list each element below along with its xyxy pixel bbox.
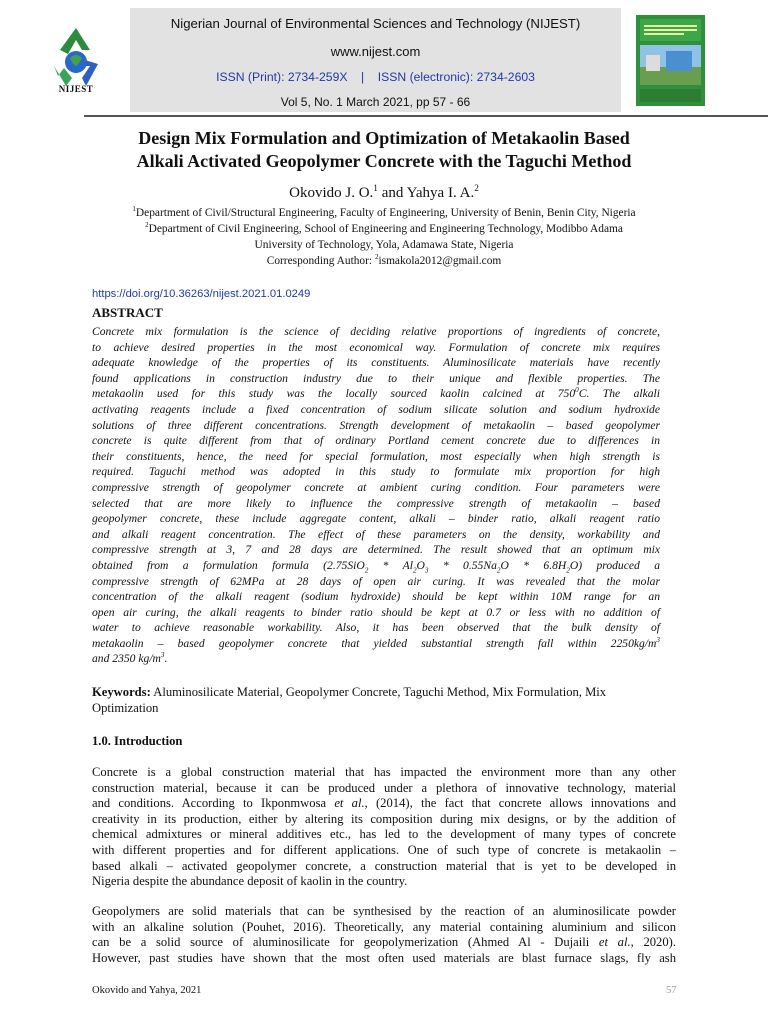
journal-url[interactable]: www.nijest.com (330, 44, 421, 59)
abstract-line (92, 386, 660, 402)
abstract-line: compressive strength of geopolymer concrete at ambient curing condition. Four parameters were (92, 480, 660, 494)
corresponding-email[interactable]: ismakola2012@gmail.com (378, 255, 502, 267)
paragraph-line (92, 796, 676, 812)
abstract-line: required. Taguchi method was adopted in this study to formulate mix proportion for high (92, 465, 660, 479)
abstract-line: to achieve desired properties in the most economical way. Formulation of concrete mix requires (92, 340, 660, 354)
formula-part: O * 6.8H (500, 558, 567, 572)
paragraph-line: with an alkaline solution (Pouhet, 2016). Theoretically, any material containing aluminium and silicon (92, 919, 676, 934)
paragraph-line-tail: (2014), the fact that concrete allows innovations and (367, 796, 676, 811)
abstract-line: their constituents, hence, the need for special formulation, most especially when high strength is (92, 449, 660, 463)
issn-line (130, 70, 621, 84)
corresponding-label: Corresponding Author: (266, 255, 375, 267)
abstract-line: concentration of the alkali reagent (sodium hydroxide) should be kept within 10M range for an (92, 590, 660, 604)
abstract-line: water to achieve reasonable workability. Also, it has been observed that the bulk density of (92, 621, 660, 635)
affiliation-3: University of Technology, Yola, Adamawa State, Nigeria (254, 239, 514, 251)
abstract-line: selected that are more likely to influence the compressive strength of metakaolin – based (92, 496, 660, 510)
abstract-line: and alkali reagent concentration. The effect of these parameters on the density, workability and (92, 527, 660, 541)
journal-name: Nigerian Journal of Environmental Sciences and Technology (NIJEST) (170, 16, 581, 31)
abstract-formula-line (92, 558, 660, 574)
abstract-line: found applications in construction industry due to their unique and flexible properties. The (92, 371, 660, 385)
abstract-line: compressive strength of 62MPa at 28 days of open air curing. It was revealed that the molar (92, 574, 660, 588)
author-2-sup: 2 (474, 184, 479, 194)
corresponding-author (60, 255, 708, 267)
author-1-sup: 1 (373, 184, 378, 194)
issn-separator: | (361, 70, 365, 84)
paragraph-line (92, 935, 676, 951)
title-line-2: Alkali Activated Geopolymer Concrete with the Taguchi Method (136, 151, 632, 171)
abstract-heading: ABSTRACT (92, 305, 163, 320)
issn-print: ISSN (Print): 2734-259X (216, 70, 348, 84)
journal-cover-image (636, 15, 705, 106)
keywords-text: Aluminosilicate Material, Geopolymer Concrete, Taguchi Method, Mix Formulation, Mix Optimization (92, 685, 607, 715)
paragraph-line: However, past studies have shown that the most often used materials are blast furnace slags, fly ash (92, 950, 676, 965)
section-heading-introduction: 1.0. Introduction (92, 734, 183, 748)
keywords (92, 685, 662, 716)
abstract-line: open air curing, the alkali reagents to binder ratio should be kept at 0.7 or less with no addition of (92, 605, 660, 619)
formula-sub: 3 (424, 566, 429, 575)
doi-link[interactable]: https://doi.org/10.36263/nijest.2021.01.0249 (92, 288, 311, 300)
keywords-label: Keywords: (92, 685, 151, 699)
formula-part: * Al (368, 558, 413, 572)
abstract-line: concrete is quite different from that of ordinary Portland cement concrete due to differences in (92, 434, 660, 448)
author-1: Okovido J. O. (289, 185, 374, 201)
paragraph-line: Nigeria despite the abundance deposit of kaolin in the country. (92, 874, 408, 889)
page-number: 57 (666, 985, 677, 996)
affil-2-text: Department of Civil Engineering, School of Engineering and Engineering Technology, Modibbo Adama (148, 223, 623, 235)
unit-sup: 3 (160, 651, 165, 660)
paragraph-line: creativity in its production, either by altering its composition during mix designs, or by the addition of (92, 811, 676, 826)
affiliation-1 (60, 207, 708, 219)
et-al: et al. (598, 935, 631, 950)
formula-part: O (416, 558, 425, 572)
author-2: Yahya I. A. (406, 185, 475, 201)
abstract-line: compressive strength at 3, 7 and 28 days are determined. The result showed that an optimum mix (92, 543, 660, 557)
formula-start: obtained from a formulation formula (2.75SiO (92, 558, 365, 572)
paragraph-line-tail: , 2020). (630, 935, 676, 950)
paragraph-line: Concrete is a global construction material that has impacted the environment more than any other (92, 765, 676, 779)
title-line-1: Design Mix Formulation and Optimization of Metakaolin Based (138, 128, 630, 148)
affil-1-sup: 1 (132, 205, 136, 214)
abstract-line-text: metakaolin – based geopolymer concrete that yielded substantial strength fall within 2250kg/m (92, 636, 657, 650)
paragraph-line: Geopolymers are solid materials that can be synthesised by the reaction of an aluminosilicate powder (92, 904, 676, 918)
abstract-line (92, 636, 660, 652)
unit-sup: 3 (656, 636, 660, 645)
issn-electronic: ISSN (electronic): 2734-2603 (377, 70, 535, 84)
paragraph-line: construction material, because it can be produced under a plethora of innovative technology, material (92, 780, 676, 795)
logo-text: NIJEST (58, 84, 94, 94)
formula-sub: 2 (496, 566, 501, 575)
footer-citation: Okovido and Yahya, 2021 (92, 985, 202, 996)
abstract-line: activating reagents include a fixed concentration of sodium silicate solution and sodium hydroxide (92, 402, 660, 416)
et-al: et al., (334, 796, 368, 811)
intro-paragraph-1 (92, 765, 676, 890)
paragraph-line: with different properties and for different applications. One of such type of concrete is metakaolin – (92, 842, 676, 857)
intro-paragraph-2 (92, 904, 676, 966)
abstract-end: . (164, 652, 168, 666)
abstract-line: solutions of three different concentrations. Strength development of metakaolin – based geopolymer (92, 418, 660, 432)
corresponding-sup: 2 (374, 253, 379, 262)
article-title (60, 127, 708, 173)
formula-sub: 2 (412, 566, 417, 575)
abstract-body (92, 324, 660, 667)
degree-sup: 0 (575, 386, 579, 395)
formula-sub: 2 (364, 566, 369, 575)
affiliation-2 (60, 223, 708, 235)
abstract-line (92, 651, 660, 667)
formula-sub: 2 (566, 566, 570, 575)
paragraph-line: chemical admixtures or mineral additives etc., has led to the development of many types of concrete (92, 827, 676, 842)
paragraph-line-text: can be a solid source of aluminosilicate for geopolymerization (Ahmed Al - Dujaili (92, 935, 590, 950)
abstract-line-text: and 2350 kg/m (92, 652, 161, 666)
abstract-line: geopolymer concrete, these include aggregate content, alkali – binder ratio, alkali reagent ratio (92, 512, 660, 526)
abstract-line: adequate knowledge of the properties of its constituents. Aluminosilicate materials have recently (92, 356, 660, 370)
abstract-line-tail: C. The alkali (578, 387, 660, 401)
authors-and: and (377, 185, 407, 201)
paragraph-line-text: and conditions. According to Ikponmwosa (92, 796, 327, 811)
authors (60, 185, 708, 202)
formula-part: * 0.55Na (428, 558, 497, 572)
abstract-line: Concrete mix formulation is the science of deciding relative proportions of ingredients of concrete, (92, 325, 660, 338)
affil-1-text: Department of Civil/Structural Engineering, Faculty of Engineering, University of Benin, Benin City, Nigeria (135, 207, 636, 219)
header-rule (84, 115, 768, 117)
volume-info: Vol 5, No. 1 March 2021, pp 57 - 66 (280, 95, 471, 109)
abstract-line-text: metakaolin used for this study was the locally sourced kaolin calcined at 750 (92, 387, 576, 401)
formula-tail: O) produced a (569, 558, 660, 572)
affil-2-sup: 2 (145, 221, 149, 230)
paragraph-line: based alkali – activated geopolymer concrete, a construction material that is yet to be developed in (92, 858, 676, 873)
